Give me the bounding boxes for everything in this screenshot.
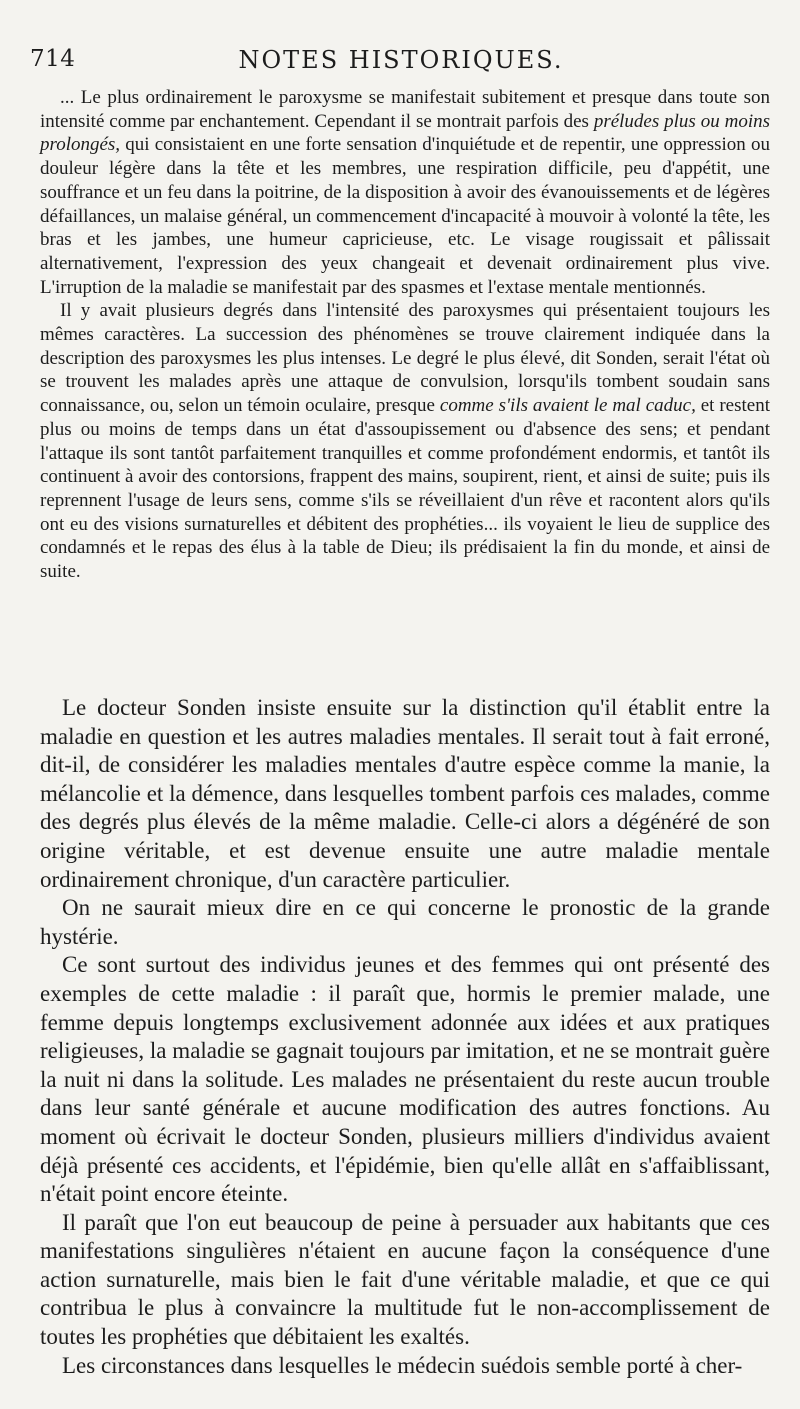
page-header: [30, 46, 772, 76]
italic-phrase: préludes plus ou moins prolongés,: [40, 110, 770, 156]
quoted-excerpt: [40, 86, 770, 584]
main-text: [40, 694, 770, 1380]
italic-phrase: comme s'ils avaient le mal caduc,: [439, 395, 696, 417]
quote-paragraph: ... Le plus ordinairement le paroxysme se manifestait subitement et presque dans toute son intensité comme par enchantement. Cependant il se montrait parfois des préludes plus ou moins prolongés, qui consistaient en une forte sensation d'inquiétude et de repentir, une oppression ou douleur légère dans la tête et les membres, une respiration difficile, peu d'appétit, une souffrance et un feu dans la poitrine, de la disposition à avoir des évanouissements et de légères défaillances, un malaise général, un commencement d'incapacité à mouvoir à volonté la tête, les bras et les jambes, une humeur capricieuse, etc. Le visage rougissait et pâlissait alternativement, l'expression des yeux changeait et devenait ordinairement plus vive. L'irruption de la maladie se manifestait par des spasmes et l'extase mentale mentionnés.: [40, 87, 770, 298]
body-paragraph: Ce sont surtout des individus jeunes et des femmes qui ont présenté des exemples de cette maladie : il paraît que, hormis le premier malade, une femme depuis longtemps exclusivement adonnée aux idées et aux pratiques religieuses, la maladie se gagnait toujours par imitation, et ne se montrait guère la nuit ni dans la solitude. Les malades ne présentaient du reste aucun trouble dans leur santé générale et aucune modification des autres fonctions. Au moment où écrivait le docteur Sonden, plusieurs milliers d'individus avaient déjà présenté ces accidents, et l'épidémie, bien qu'elle allât en s'affaiblissant, n'était point encore éteinte.: [40, 952, 770, 1207]
page-number: 714: [30, 46, 76, 72]
book-page: [30, 0, 772, 1409]
running-title: NOTES HISTORIQUES.: [238, 46, 564, 74]
body-paragraph: On ne saurait mieux dire en ce qui concerne le pronostic de la grande hystérie.: [40, 895, 770, 949]
quote-paragraph: Il y avait plusieurs degrés dans l'intensité des paroxysmes qui présentaient toujours les mêmes caractères. La succession des phénomènes se trouve clairement indiquée dans la description des paroxysmes les plus intenses. Le degré le plus élevé, dit Sonden, serait l'état où se trouvent les malades après une attaque de convulsion, lorsqu'ils tombent soudain sans connaissance, ou, selon un témoin oculaire, presque comme s'ils avaient le mal caduc, et restent plus ou moins de temps dans un état d'assoupissement ou d'absence des sens; et pendant l'attaque ils sont tantôt parfaitement tranquilles et comme profondément endormis, et tantôt ils continuent à avoir des contorsions, frappent des mains, soupirent, rient, et ainsi de suite; puis ils reprennent l'usage de leurs sens, comme s'ils se réveillaient d'un rêve et racontent alors qu'ils ont eu des visions surnaturelles et débitent des prophéties... ils voyaient le lieu de supplice des condamnés et le repas des élus à la table de Dieu; ils prédisaient la fin du monde, et ainsi de suite.: [40, 300, 770, 583]
body-paragraph: Les circonstances dans lesquelles le médecin suédois semble porté à cher-: [62, 1352, 743, 1378]
body-paragraph: Le docteur Sonden insiste ensuite sur la distinction qu'il établit entre la maladie en question et les autres maladies mentales. Il serait tout à fait erroné, dit-il, de considérer les maladies mentales d'autre espèce comme la manie, la mélancolie et la démence, dans lesquelles tombent parfois ces malades, comme des degrés plus élevés de la même maladie. Celle-ci alors a dégénéré de son origine véritable, et est devenue ensuite une autre maladie mentale ordinairement chronique, d'un caractère particulier.: [40, 695, 770, 892]
body-paragraph: Il paraît que l'on eut beaucoup de peine à persuader aux habitants que ces manifestations singulières n'étaient en aucune façon la conséquence d'une action surnaturelle, mais bien le fait d'une véritable maladie, et que ce qui contribua le plus à convaincre la multitude fut le non-accomplissement de toutes les prophéties que débitaient les exaltés.: [40, 1209, 770, 1350]
